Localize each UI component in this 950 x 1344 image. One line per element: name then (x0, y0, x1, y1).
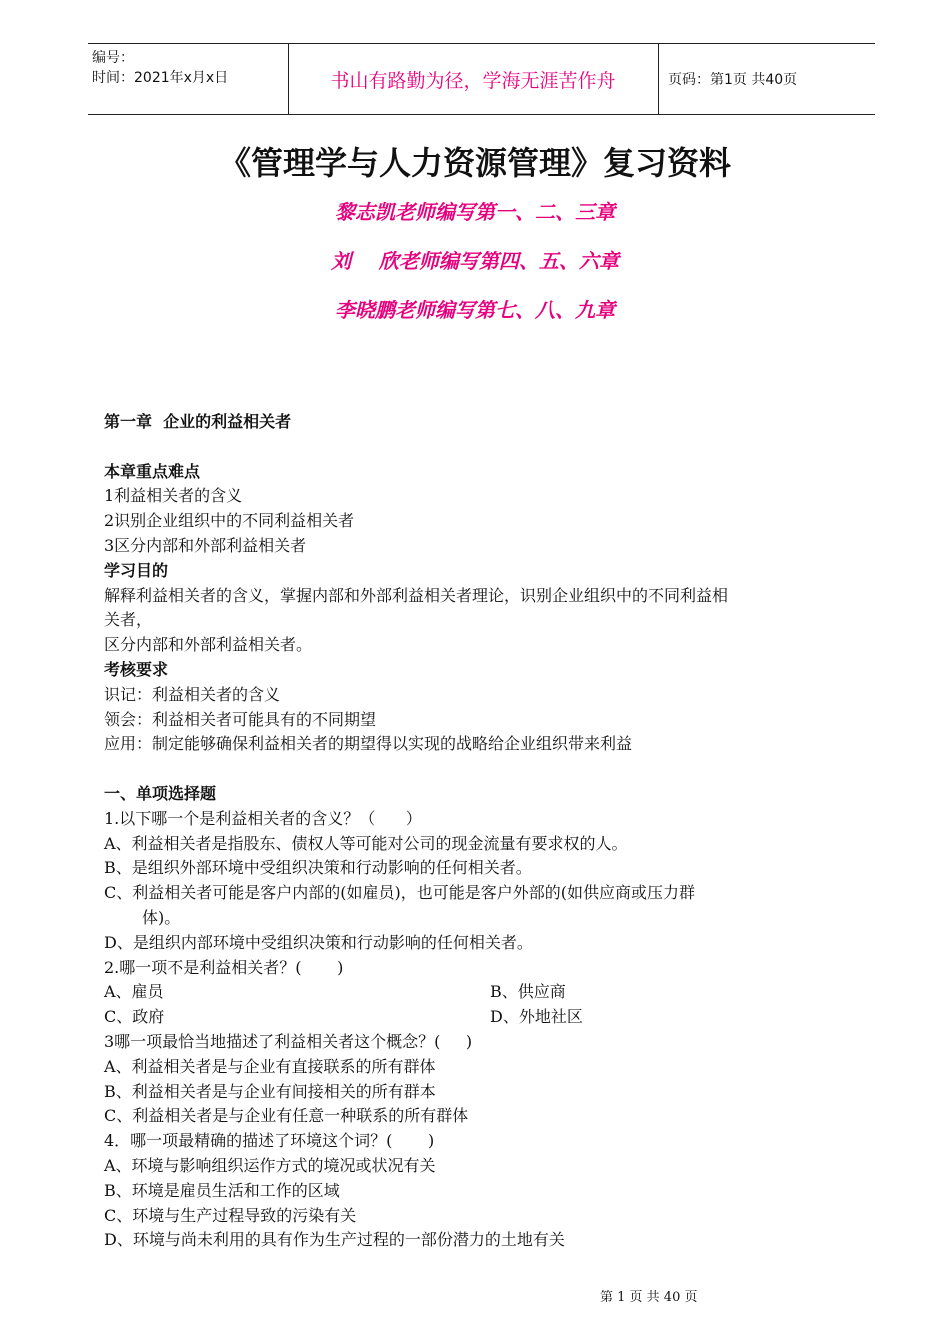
option: B、利益相关者是与企业有间接相关的所有群本 (104, 1081, 436, 1101)
option: C、利益相关者可能是客户内部的(如雇员)，也可能是客户外部的(如供应商或压力群 (104, 883, 695, 903)
page-header (88, 43, 875, 115)
page-footer: 第 1 页 共 40 页 (600, 1290, 698, 1305)
question-stem: 2.哪一项不是利益相关者？( ) (104, 957, 344, 977)
goal-line: 解释利益相关者的含义，掌握内部和外部利益相关者理论，识别企业组织中的不同利益相 (104, 585, 729, 605)
option-continuation: 体)。 (142, 907, 181, 927)
option: B、是组织外部环境中受组织决策和行动影响的任何相关者。 (104, 858, 532, 878)
header-motto: 书山有路勤为径，学海无涯苦作舟 (330, 69, 616, 92)
option: A、利益相关者是与企业有直接联系的所有群体 (104, 1056, 436, 1076)
chapter-heading: 第一章 企业的利益相关者 (104, 412, 292, 431)
time-label: 时间：2021年x月x日 (92, 70, 229, 86)
key-point: 1利益相关者的含义 (104, 486, 243, 506)
header-divider-right (658, 44, 659, 114)
option: C、政府 (104, 1007, 165, 1027)
document-title: 《管理学与人力资源管理》复习资料 (218, 144, 731, 182)
goal-line: 关者， (104, 610, 153, 630)
subtitle-3: 李晓鹏老师编写第七、八、九章 (335, 298, 615, 322)
option: C、利益相关者是与企业有任意一种联系的所有群体 (104, 1106, 469, 1126)
option-row (104, 980, 864, 1005)
exam-heading: 考核要求 (104, 659, 169, 679)
option: A、利益相关者是指股东、债权人等可能对公司的现金流量有要求权的人。 (104, 833, 628, 853)
option: A、雇员 (104, 982, 164, 1002)
key-point: 2识别企业组织中的不同利益相关者 (104, 511, 355, 531)
exam-item: 应用：制定能够确保利益相关者的期望得以实现的战略给企业组织带来利益 (104, 734, 633, 754)
option: C、环境与生产过程导致的污染有关 (104, 1205, 357, 1225)
header-page-info: 页码：第1页 共40页 (668, 72, 798, 88)
option: A、环境与影响组织运作方式的境况或状况有关 (104, 1155, 436, 1175)
option: B、环境是雇员生活和工作的区域 (104, 1180, 340, 1200)
exam-item: 识记：利益相关者的含义 (104, 684, 281, 704)
subtitle-2: 刘 欣老师编写第四、五、六章 (331, 249, 619, 273)
option-row (104, 1005, 864, 1030)
exam-item: 领会：利益相关者可能具有的不同期望 (104, 709, 377, 729)
header-meta (92, 48, 280, 88)
option: D、环境与尚未利用的具有作为生产过程的一部份潜力的土地有关 (104, 1230, 565, 1250)
number-label: 编号： (92, 50, 134, 66)
option: B、供应商 (490, 982, 566, 1002)
section-heading: 一、单项选择题 (104, 783, 217, 803)
goal-line: 区分内部和外部利益相关者。 (104, 635, 313, 655)
key-points-heading: 本章重点难点 (104, 461, 201, 481)
subtitle-1: 黎志凯老师编写第一、二、三章 (335, 200, 615, 224)
question-stem: 4．哪一项最精确的描述了环境这个词？( ) (104, 1131, 435, 1151)
option: D、是组织内部环境中受组织决策和行动影响的任何相关者。 (104, 932, 533, 952)
goal-heading: 学习目的 (104, 560, 169, 580)
question-stem: 1.以下哪一个是利益相关者的含义？（ ） (104, 808, 422, 828)
document-body (104, 410, 864, 1253)
question-stem: 3哪一项最恰当地描述了利益相关者这个概念？( ) (104, 1031, 473, 1051)
key-point: 3区分内部和外部利益相关者 (104, 535, 307, 555)
option: D、外地社区 (490, 1007, 583, 1027)
